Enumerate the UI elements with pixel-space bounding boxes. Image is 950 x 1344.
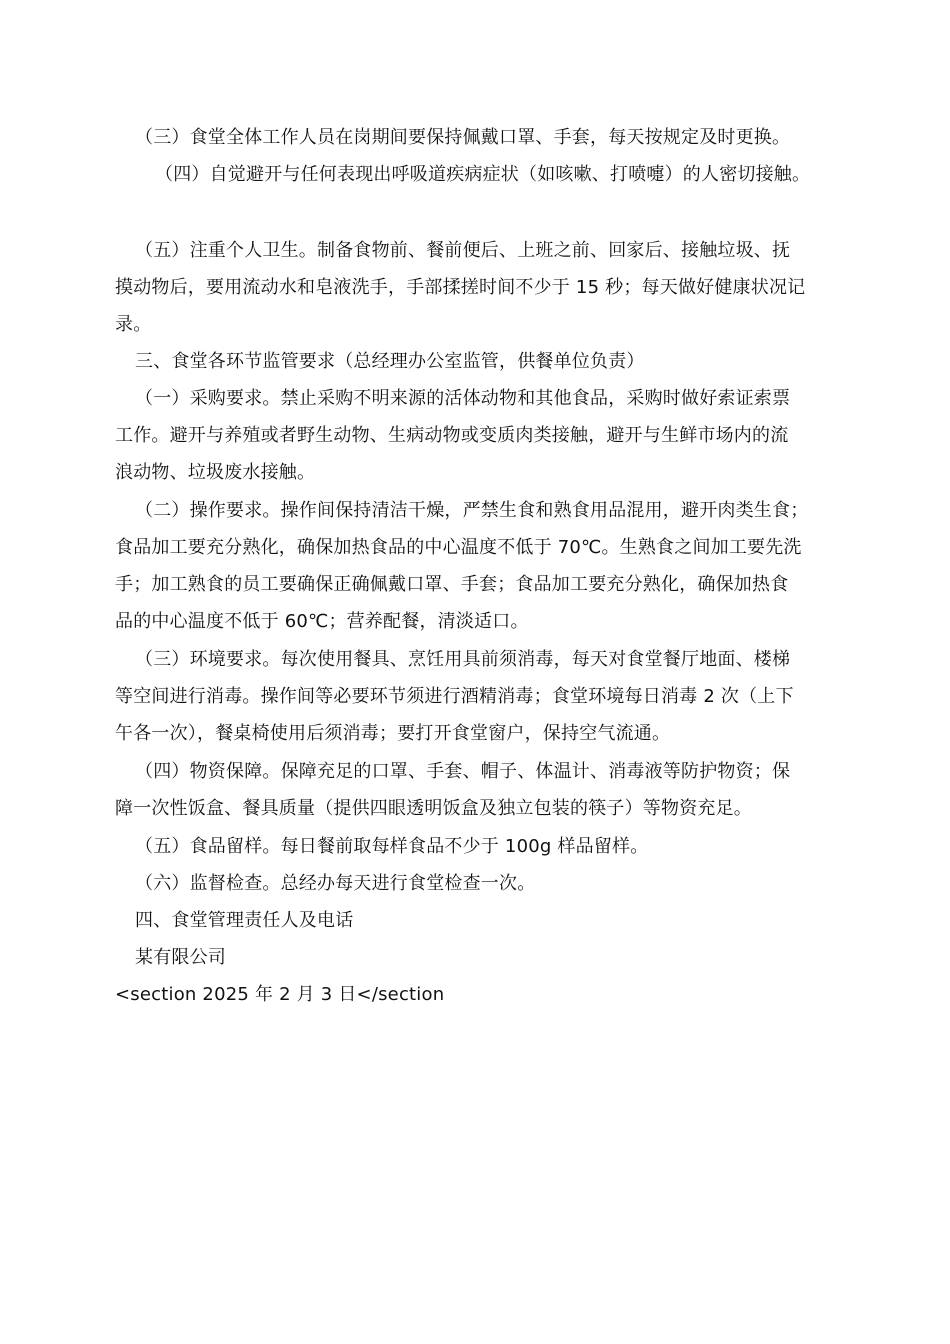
company-name: 某有限公司 [135,947,226,968]
paragraph-line: （五）食品留样。每日餐前取每样食品不少于 100g 样品留样。 [135,836,649,857]
paragraph-line: 障一次性饭盒、餐具质量（提供四眼透明饭盒及独立包装的筷子）等物资充足。 [115,798,752,819]
section-heading: 四、食堂管理责任人及电话 [135,910,354,931]
paragraph-line: （三）食堂全体工作人员在岗期间要保持佩戴口罩、手套，每天按规定及时更换。 [135,127,791,148]
paragraph-line: 摸动物后，要用流动水和皂液洗手，手部揉搓时间不少于 15 秒；每天做好健康状况记 [115,277,806,298]
paragraph-line: （二）操作要求。操作间保持清洁干燥，严禁生食和熟食用品混用，避开肉类生食； [135,500,809,521]
paragraph-line: （三）环境要求。每次使用餐具、烹饪用具前须消毒，每天对食堂餐厅地面、楼梯 [135,649,791,670]
paragraph-line: （四）物资保障。保障充足的口罩、手套、帽子、体温计、消毒液等防护物资；保 [135,761,791,782]
paragraph-line: 手；加工熟食的员工要确保正确佩戴口罩、手套；食品加工要充分熟化，确保加热食 [115,574,789,595]
paragraph-line: 录。 [115,314,152,335]
paragraph-line: 食品加工要充分熟化，确保加热食品的中心温度不低于 70℃。生熟食之间加工要先洗 [115,537,802,558]
paragraph-line: 工作。避开与养殖或者野生动物、生病动物或变质肉类接触，避开与生鲜市场内的流 [115,425,789,446]
paragraph-line: 等空间进行消毒。操作间等必要环节须进行酒精消毒；食堂环境每日消毒 2 次（上下 [115,686,794,707]
date-line: <section 2025 年 2 月 3 日</section [115,984,445,1005]
section-heading: 三、食堂各环节监管要求（总经理办公室监管，供餐单位负责） [135,351,645,372]
paragraph-line: （一）采购要求。禁止采购不明来源的活体动物和其他食品，采购时做好索证索票 [135,388,791,409]
paragraph-line: 浪动物、垃圾废水接触。 [115,462,316,483]
paragraph-line: （五）注重个人卫生。制备食物前、餐前便后、上班之前、回家后、接触垃圾、抚 [135,240,791,261]
paragraph-line: （四）自觉避开与任何表现出呼吸道疾病症状（如咳嗽、打喷嚏）的人密切接触。 [155,164,811,185]
paragraph-line: 午各一次），餐桌椅使用后须消毒；要打开食堂窗户，保持空气流通。 [115,723,671,744]
paragraph-line: （六）监督检查。总经办每天进行食堂检查一次。 [135,873,536,894]
paragraph-line: 品的中心温度不低于 60℃；营养配餐，清淡适口。 [115,611,529,632]
